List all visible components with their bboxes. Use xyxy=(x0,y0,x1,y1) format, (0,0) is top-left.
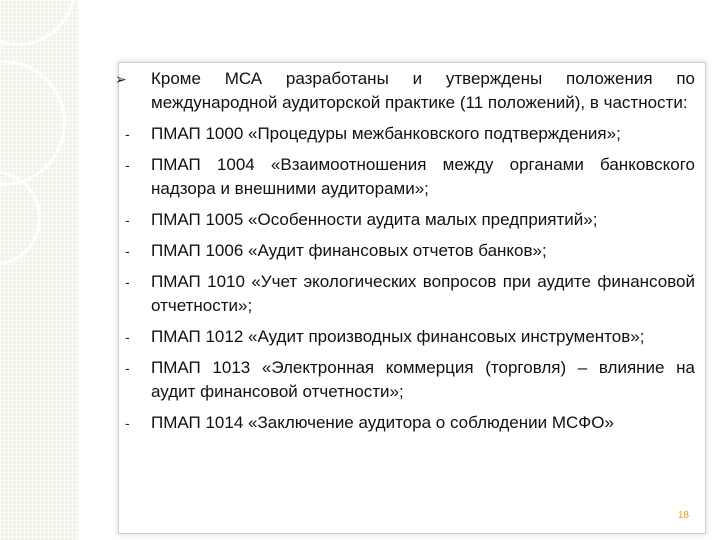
list-item-text: ПМАП 1005 «Особенности аудита малых предприятий»; xyxy=(151,210,598,229)
decorative-ring xyxy=(0,0,76,46)
list-item-text: ПМАП 1000 «Процедуры межбанковского подтверждения»; xyxy=(151,124,621,143)
bullet-list xyxy=(115,67,695,433)
dash-bullet-icon: - xyxy=(125,126,130,142)
list-item xyxy=(119,153,695,201)
list-item xyxy=(119,270,695,318)
decorative-ring xyxy=(0,60,66,186)
intro-text: Кроме МСА разработаны и утверждены положения по международной аудиторской практике (11 положений), в частности: xyxy=(151,69,695,112)
arrow-bullet-icon: ➢ xyxy=(115,71,127,87)
page-number: 18 xyxy=(677,510,689,521)
list-item-text: ПМАП 1006 «Аудит финансовых отчетов банков»; xyxy=(151,241,547,260)
dash-bullet-icon: - xyxy=(125,360,130,376)
list-item xyxy=(119,325,695,349)
list-item-text: ПМАП 1004 «Взаимоотношения между органами банковского надзора и внешними аудиторами»; xyxy=(151,155,695,198)
dash-bullet-icon: - xyxy=(125,243,130,259)
list-item xyxy=(119,208,695,232)
dash-bullet-icon: - xyxy=(125,329,130,345)
slide-content-panel xyxy=(115,62,706,534)
dash-bullet-icon: - xyxy=(125,212,130,228)
dash-bullet-icon: - xyxy=(125,157,130,173)
decorative-ring xyxy=(0,170,41,266)
list-item xyxy=(119,239,695,263)
list-item-text: ПМАП 1010 «Учет экологических вопросов при аудите финансовой отчетности»; xyxy=(151,272,695,315)
list-item-text: ПМАП 1012 «Аудит производных финансовых инструментов»; xyxy=(151,327,645,346)
list-item xyxy=(119,122,695,146)
list-item xyxy=(119,356,695,404)
list-item-text: ПМАП 1013 «Электронная коммерция (торговля) – влияние на аудит финансовой отчетности»; xyxy=(151,358,695,401)
intro-bullet xyxy=(115,67,695,115)
dash-bullet-icon: - xyxy=(125,274,130,290)
list-item xyxy=(119,411,695,433)
list-item-text: ПМАП 1014 «Заключение аудитора о соблюдении МСФО» xyxy=(151,413,614,432)
decorative-background-strip xyxy=(0,0,78,540)
dash-bullet-icon: - xyxy=(125,415,130,431)
